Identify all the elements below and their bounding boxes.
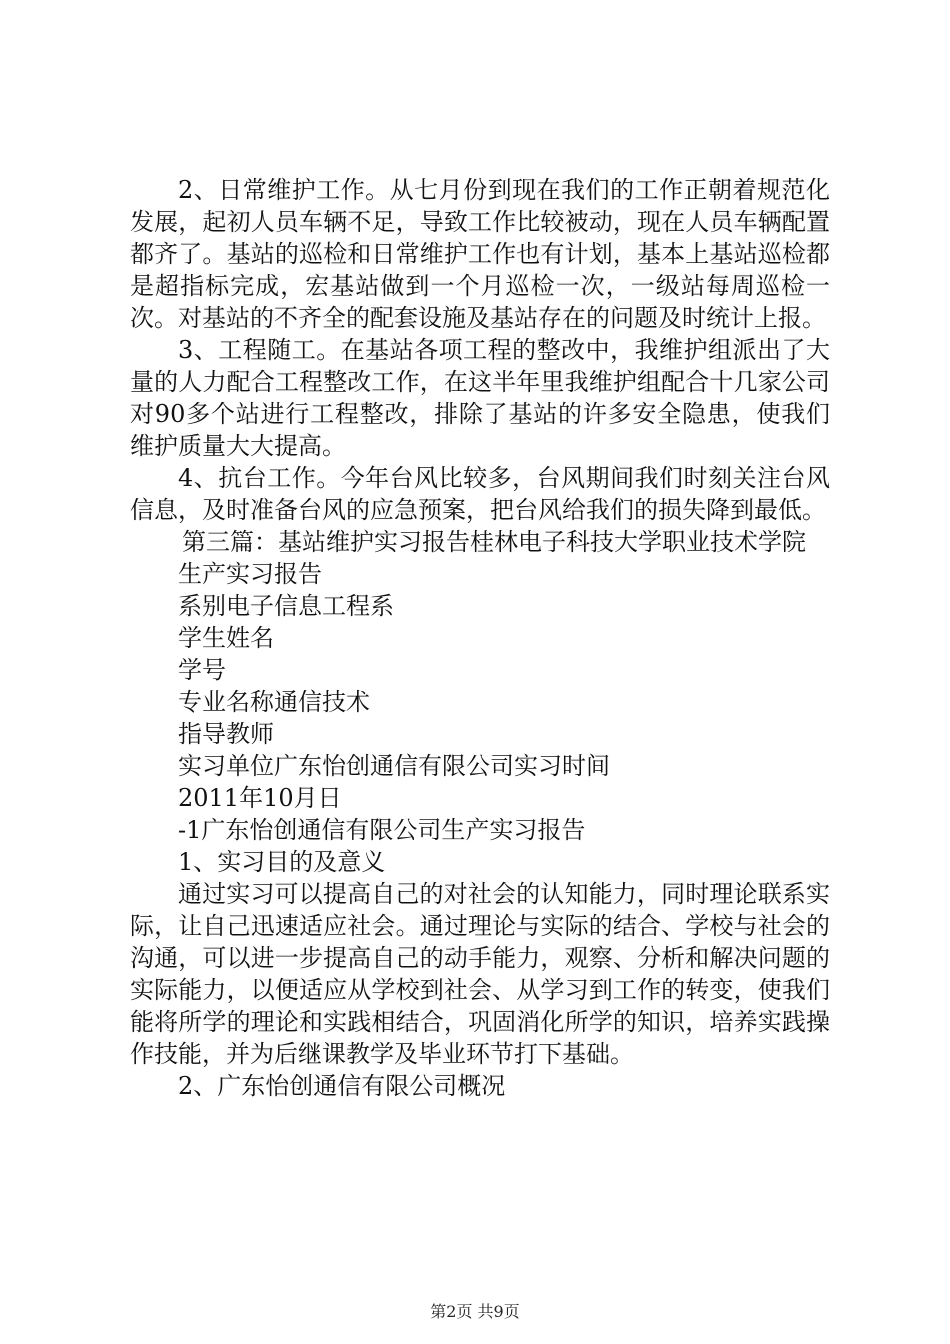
- cover-student-id: 学号: [178, 656, 226, 684]
- report-heading: -1广东怡创通信有限公司生产实习报告: [178, 816, 586, 844]
- section-heading-purpose: 1、实习目的及意义: [178, 848, 386, 876]
- cover-major: 专业名称通信技术: [178, 688, 370, 716]
- cover-student-name: 学生姓名: [178, 624, 274, 652]
- paragraph-typhoon-work: 4、抗台工作。今年台风比较多，台风期间我们时刻关注台风信息，及时准备台风的应急预案，把台风给我们的损失降到最低。: [130, 464, 830, 524]
- page-number-footer: 第2页 共9页: [430, 1302, 520, 1321]
- document-body: [130, 174, 830, 1102]
- paragraph-engineering-followup: 3、工程随工。在基站各项工程的整改中，我维护组派出了大量的人力配合工程整改工作，在这半年里我维护组配合十几家公司对90多个站进行工程整改，排除了基站的许多安全隐患，使我们维护质量大大提高。: [130, 336, 830, 460]
- paragraph-purpose: 通过实习可以提高自己的对社会的认知能力，同时理论联系实际，让自己迅速适应社会。通过理论与实际的结合、学校与社会的沟通，可以进一步提高自己的动手能力，观察、分析和解决问题的实际能力，以便适应从学校到社会、从学习到工作的转变，使我们能将所学的理论和实践相结合，巩固消化所学的知识，培养实践操作技能，并为后继课教学及毕业环节打下基础。: [130, 880, 830, 1068]
- cover-internship-unit: 实习单位广东怡创通信有限公司实习时间: [178, 752, 610, 780]
- cover-advisor: 指导教师: [178, 720, 274, 748]
- cover-department: 系别电子信息工程系: [178, 592, 394, 620]
- section-heading-third-article: 第三篇：基站维护实习报告桂林电子科技大学职业技术学院: [182, 528, 806, 556]
- cover-title: 生产实习报告: [178, 560, 322, 588]
- paragraph-daily-maintenance: 2、日常维护工作。从七月份到现在我们的工作正朝着规范化发展，起初人员车辆不足，导致工作比较被动，现在人员车辆配置都齐了。基站的巡检和日常维护工作也有计划，基本上基站巡检都是超指标完成，宏基站做到一个月巡检一次，一级站每周巡检一次。对基站的不齐全的配套设施及基站存在的问题及时统计上报。: [130, 176, 830, 332]
- section-heading-company-overview: 2、广东怡创通信有限公司概况: [178, 1072, 506, 1100]
- cover-date: 2011年10月日: [178, 784, 342, 812]
